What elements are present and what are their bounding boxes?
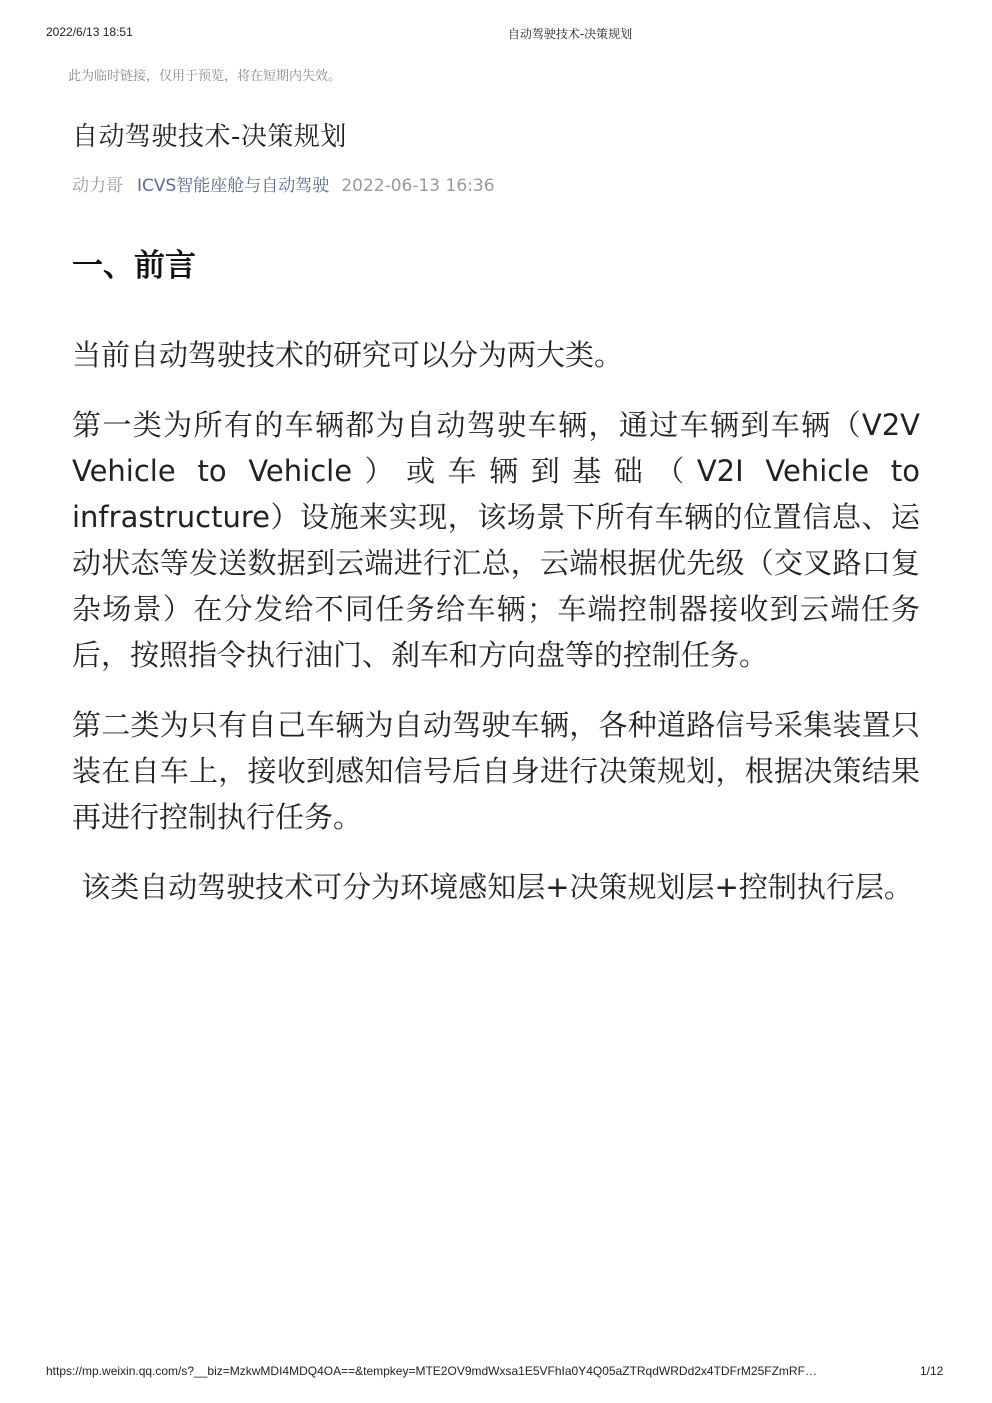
- print-footer-page-number: 1/12: [920, 1364, 944, 1378]
- paragraph: 当前自动驾驶技术的研究可以分为两大类。: [72, 338, 624, 372]
- print-header-title: 自动驾驶技术-决策规划: [507, 27, 633, 41]
- temporary-link-notice: 此为临时链接，仅用于预览，将在短期内失效。: [68, 69, 342, 84]
- print-header-datetime: 2022/6/13 18:51: [46, 25, 133, 39]
- article-meta: [72, 171, 495, 196]
- article-body: [72, 332, 920, 934]
- paragraph: 第二类为只有自己车辆为自动驾驶车辆，各种道路信号采集装置只装在自车上，接收到感知信号后自身进行决策规划，根据决策结果再进行控制执行任务。: [72, 708, 920, 834]
- article-title: 自动驾驶技术-决策规划: [72, 122, 347, 152]
- print-footer-url: https://mp.weixin.qq.com/s?__biz=MzkwMDI4MDQ4OA==&tempkey=MTE2OV9mdWxsa1E5VFhIa0Y4Q05aZTRqdWRDd2x4TDFrM25FZmRF…: [46, 1364, 817, 1378]
- article-author: 动力哥: [72, 176, 123, 196]
- paragraph: 该类自动驾驶技术可分为环境感知层+决策规划层+控制执行层。: [72, 870, 913, 904]
- section-heading: 一、前言: [72, 248, 196, 284]
- publish-date: 2022-06-13 16:36: [341, 176, 495, 196]
- official-account-link[interactable]: ICVS智能座舱与自动驾驶: [137, 176, 330, 196]
- paragraph: 第一类为所有的车辆都为自动驾驶车辆，通过车辆到车辆（V2V Vehicle to Vehicle）或车辆到基础（V2I Vehicle to infrastructure）设施来实现，该场景下所有车辆的位置信息、运动状态等发送数据到云端进行汇总，云端根据优先级（交叉路口复杂场景）在分发给不同任务给车辆；车端控制器接收到云端任务后，按照指令执行油门、刹车和方向盘等的控制任务。: [72, 408, 920, 672]
